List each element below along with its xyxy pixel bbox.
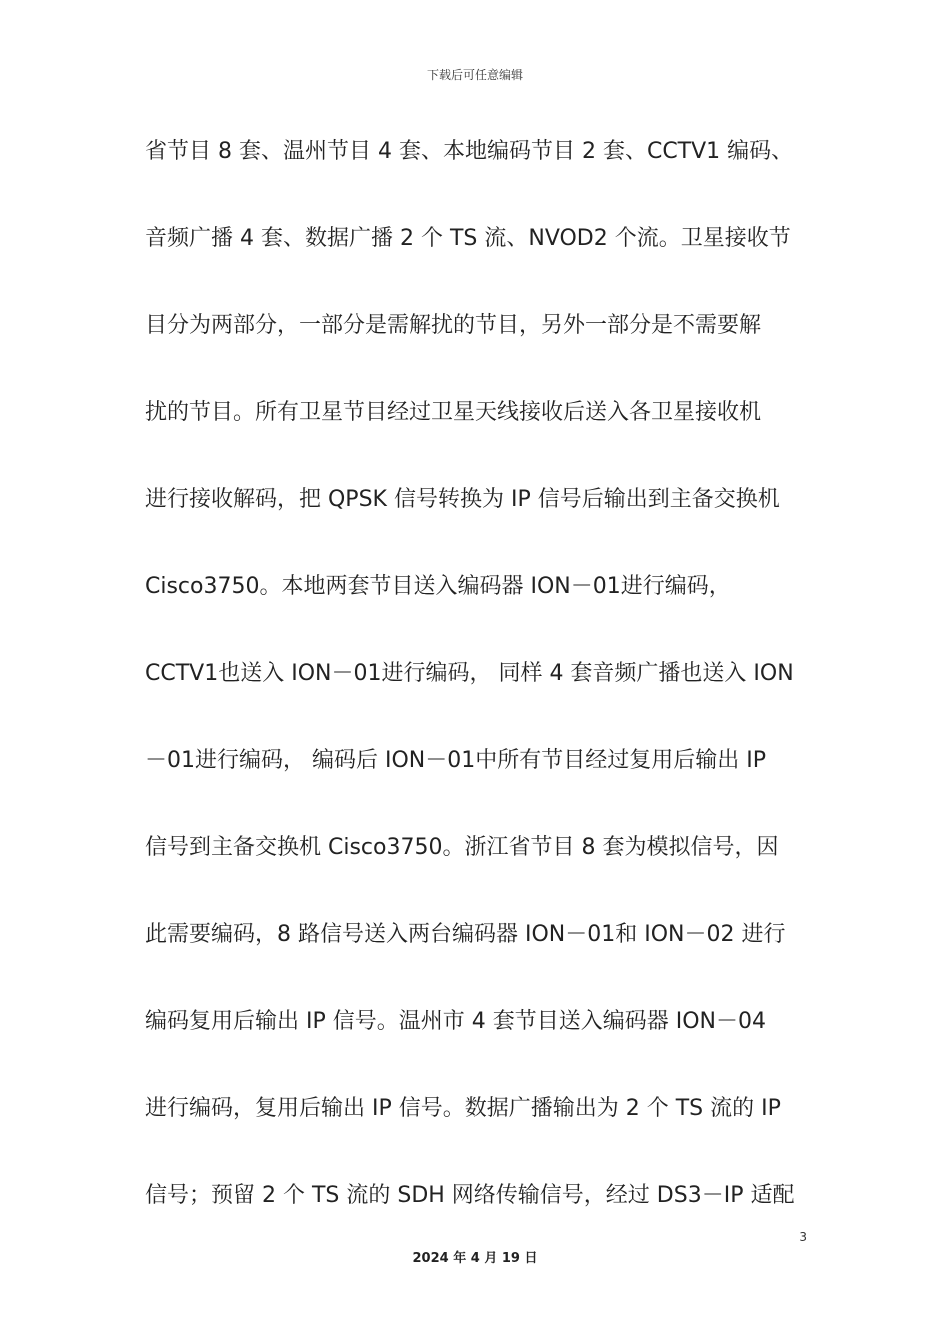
- page-number: 3: [799, 1230, 807, 1244]
- body-line: －01进行编码， 编码后 ION－01中所有节目经过复用后输出 IP: [145, 748, 766, 773]
- body-line: 省节目 8 套、温州节目 4 套、本地编码节目 2 套、CCTV1 编码、: [145, 139, 794, 164]
- body-line: CCTV1也送入 ION－01进行编码， 同样 4 套音频广播也送入 ION: [145, 661, 794, 686]
- body-line: 目分为两部分，一部分是需解扰的节目，另外一部分是不需要解: [145, 313, 762, 338]
- body-line: 扰的节目。所有卫星节目经过卫星天线接收后送入各卫星接收机: [145, 400, 762, 425]
- body-line: 此需要编码，8 路信号送入两台编码器 ION－01和 ION－02 进行: [145, 922, 786, 947]
- page-header: 下载后可任意编辑: [426, 68, 523, 82]
- body-line: 信号；预留 2 个 TS 流的 SDH 网络传输信号，经过 DS3－IP 适配: [145, 1183, 795, 1208]
- body-line: 进行编码，复用后输出 IP 信号。数据广播输出为 2 个 TS 流的 IP: [145, 1096, 781, 1121]
- body-line: 信号到主备交换机 Cisco3750。浙江省节目 8 套为模拟信号，因: [145, 835, 779, 860]
- body-line: Cisco3750。本地两套节目送入编码器 ION－01进行编码，: [145, 574, 731, 599]
- body-line: 音频广播 4 套、数据广播 2 个 TS 流、NVOD2 个流。卫星接收节: [145, 226, 791, 251]
- document-body: [145, 130, 815, 1261]
- footer-date: 2024 年 4 月 19 日: [412, 1251, 538, 1266]
- body-line: 编码复用后输出 IP 信号。温州市 4 套节目送入编码器 ION－04: [145, 1009, 766, 1034]
- body-line: 进行接收解码，把 QPSK 信号转换为 IP 信号后输出到主备交换机: [145, 487, 780, 512]
